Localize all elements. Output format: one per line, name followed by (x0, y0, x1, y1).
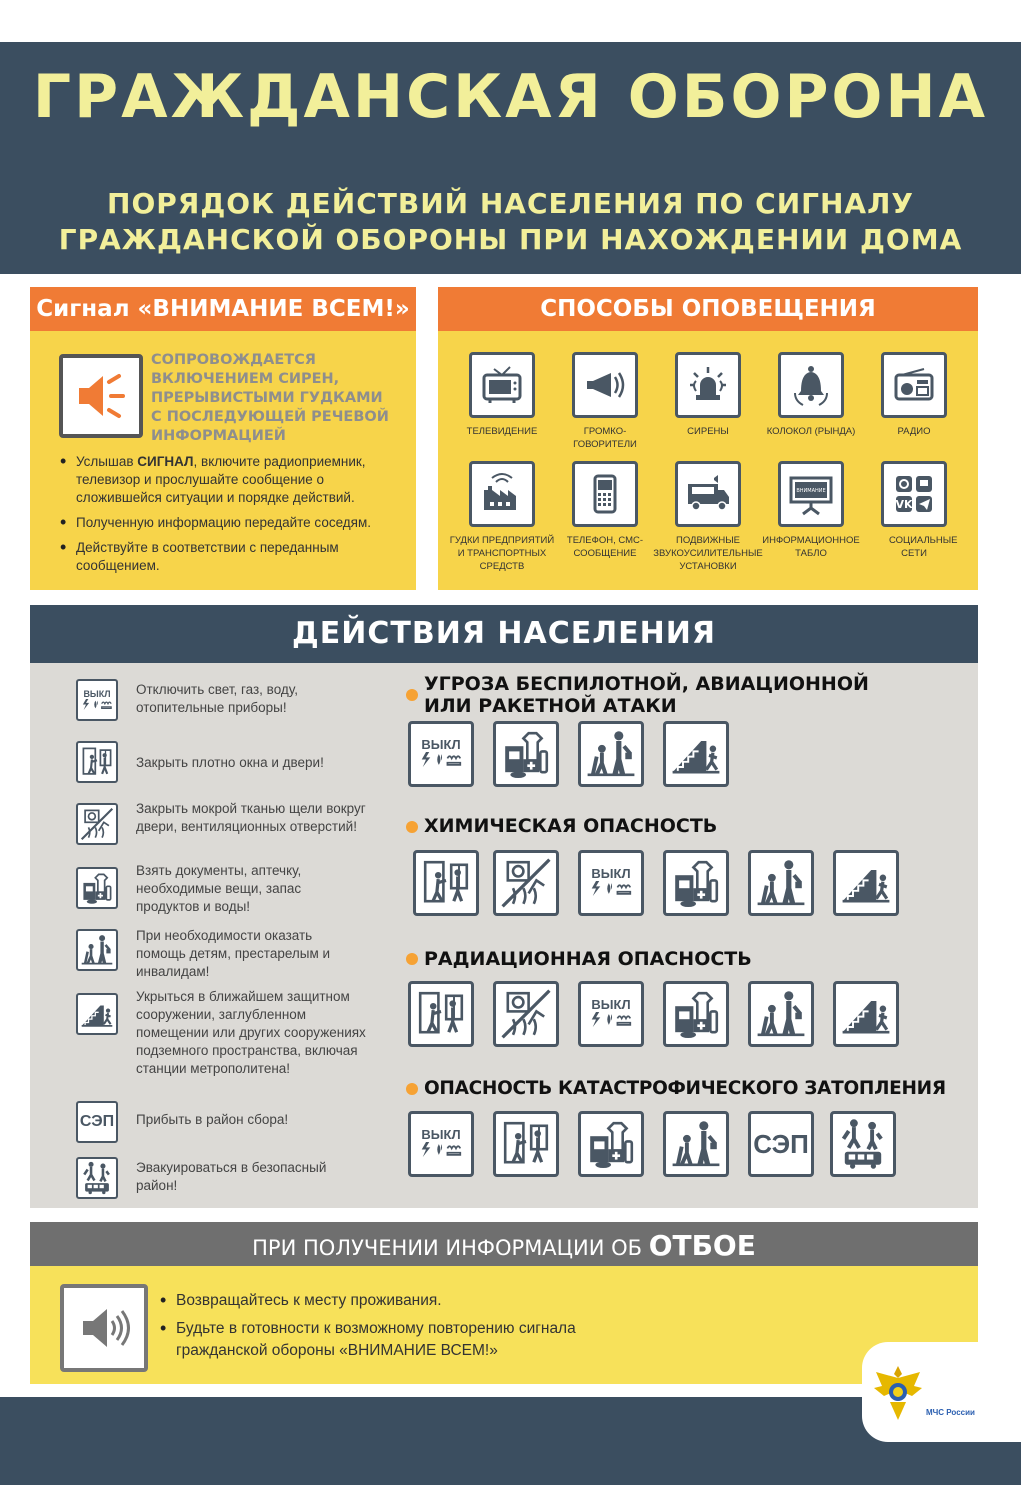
power-off-icon (578, 850, 644, 916)
wet-cloth-icon (76, 803, 118, 845)
bullet-dot (406, 689, 418, 701)
mchs-logo-text: МЧС России (926, 1408, 975, 1417)
close-windows-icon (76, 741, 118, 783)
social-icon (881, 461, 947, 527)
vykl-label: ВЫКЛ (421, 1127, 461, 1142)
power-off-icon (408, 721, 474, 787)
sep-label: СЭП (753, 1128, 809, 1159)
notify-label: ТЕЛЕВИДЕНИЕ (466, 426, 538, 437)
otboi-header (30, 1222, 978, 1266)
signal-card (30, 287, 416, 590)
bell-icon (778, 352, 844, 418)
threat-heading-3: РАДИАЦИОННАЯ ОПАСНОСТЬ (424, 948, 752, 970)
shelter-icon (76, 993, 118, 1035)
factory-icon (469, 461, 535, 527)
help-people-icon (748, 981, 814, 1047)
radio-icon (881, 352, 947, 418)
help-people-icon (748, 850, 814, 916)
sep-icon (76, 1101, 118, 1143)
action-text-5: При необходимости оказать помощь детям, престарелым и инвалидам! (136, 928, 331, 979)
bullet-text: , включите радиоприемник, телевизор и прослушайте сообщение о сложившейся ситуации и порядке действий. (76, 454, 366, 505)
vykl-label: ВЫКЛ (83, 688, 111, 699)
wet-cloth-icon (493, 850, 559, 916)
mchs-emblem-icon (872, 1362, 924, 1422)
notify-label: РАДИО (897, 426, 931, 437)
notify-label: ГУДКИ ПРЕДПРИЯТИЙ И ТРАНСПОРТНЫХ СРЕДСТВ (449, 535, 555, 572)
action-text-3: Закрыть мокрой тканью щели вокруг двери, вентиляционных отверстий! (136, 801, 366, 834)
close-windows-icon (413, 850, 479, 916)
signal-header: Сигнал «ВНИМАНИЕ ВСЕМ!» (30, 287, 416, 331)
notify-label: ИНФОРМАЦИОННОЕ ТАБЛО (762, 535, 860, 559)
help-people-icon (76, 929, 118, 971)
power-off-icon (408, 1111, 474, 1177)
bullet-dot (406, 1083, 418, 1095)
bullet-dot (406, 821, 418, 833)
power-off-icon (578, 981, 644, 1047)
otboi-header-bold: ОТБОЕ (648, 1229, 756, 1262)
notify-label: ГРОМКО-ГОВОРИТЕЛИ (573, 426, 637, 450)
wet-cloth-icon (493, 981, 559, 1047)
signal-bullet-2: • Полученную информацию передайте соседям. (56, 514, 396, 532)
evacuate-icon (76, 1157, 118, 1199)
bullet-bold: СИГНАЛ (137, 454, 194, 469)
evacuate-icon (830, 1111, 896, 1177)
action-text-4: Взять документы, аптечку, необходимые вещи, запас продуктов и воды! (136, 863, 302, 914)
tv-icon (469, 352, 535, 418)
power-off-icon (76, 679, 118, 721)
page-title: ГРАЖДАНСКАЯ ОБОРОНА (32, 62, 989, 132)
subtitle-line-2: ГРАЖДАНСКОЙ ОБОРОНЫ ПРИ НАХОЖДЕНИИ ДОМА (58, 223, 963, 256)
action-text-6: Укрыться в ближайшем защитном сооружении, заглубленном помещении или других сооружениях подземного пространства, включая станции метрополитена! (136, 989, 366, 1076)
documents-kit-icon (76, 867, 118, 909)
help-people-icon (663, 1111, 729, 1177)
signal-description: СОПРОВОЖДАЕТСЯ ВКЛЮЧЕНИЕМ СИРЕН, ПРЕРЫВИСТЫМИ ГУДКАМИ С ПОСЛЕДУЮЩЕЙ РЕЧЕВОЙ ИНФОРМАЦИЕЙ (151, 352, 389, 444)
vykl-label: ВЫКЛ (421, 737, 461, 752)
documents-kit-icon (578, 1111, 644, 1177)
notify-header: СПОСОБЫ ОПОВЕЩЕНИЯ (438, 287, 978, 331)
billboard-text: ВНИМАНИЕ (796, 488, 826, 494)
loudspeaker-icon (572, 352, 638, 418)
threat-heading-2: ХИМИЧЕСКАЯ ОПАСНОСТЬ (424, 815, 718, 837)
signal-bullets (56, 453, 396, 582)
mchs-logo (862, 1342, 1021, 1442)
otboi-header-text: ПРИ ПОЛУЧЕНИИ ИНФОРМАЦИИ ОБ (252, 1236, 649, 1260)
van-icon (675, 461, 741, 527)
sep-icon (748, 1111, 814, 1177)
shelter-icon (663, 721, 729, 787)
threat-heading-4: ОПАСНОСТЬ КАТАСТРОФИЧЕСКОГО ЗАТОПЛЕНИЯ (424, 1078, 946, 1099)
shelter-icon (833, 850, 899, 916)
action-text-8: Эвакуироваться в безопасный район! (136, 1160, 327, 1193)
speaker-icon (60, 1284, 148, 1372)
notify-label: КОЛОКОЛ (РЫНДА) (766, 426, 856, 437)
action-text-2: Закрыть плотно окна и двери! (136, 755, 324, 770)
action-text-1: Отключить свет, газ, воду, отопительные приборы! (136, 682, 298, 715)
actions-panel (30, 663, 978, 1208)
sep-label: СЭП (79, 1113, 115, 1130)
shelter-icon (833, 981, 899, 1047)
notify-label: ТЕЛЕФОН, СМС-СООБЩЕНИЕ (566, 535, 644, 559)
signal-bullet-3: • Действуйте в соответствии с переданным сообщением. (56, 539, 396, 575)
action-text-7: Прибыть в район сбора! (136, 1112, 289, 1127)
documents-kit-icon (663, 850, 729, 916)
documents-kit-icon (493, 721, 559, 787)
bullet-dot (406, 953, 418, 965)
speaker-alarm-icon (59, 354, 143, 438)
vykl-label: ВЫКЛ (591, 866, 631, 881)
page-subtitle (0, 186, 1021, 258)
subtitle-line-1: ПОРЯДОК ДЕЙСТВИЙ НАСЕЛЕНИЯ ПО СИГНАЛУ (107, 187, 914, 220)
otboi-bullet-1: • Возвращайтесь к месту проживания. (156, 1290, 656, 1312)
otboi-panel (30, 1266, 978, 1384)
actions-header: ДЕЙСТВИЯ НАСЕЛЕНИЯ (30, 605, 978, 663)
notify-label: СОЦИАЛЬНЫЕ СЕТИ (889, 535, 958, 559)
notify-label: ПОДВИЖНЫЕ ЗВУКОУСИЛИТЕЛЬНЫЕ УСТАНОВКИ (653, 535, 763, 572)
close-windows-icon (493, 1111, 559, 1177)
svg-text:VK: VK (895, 498, 913, 511)
vykl-label: ВЫКЛ (591, 997, 631, 1012)
notify-card (438, 287, 978, 590)
threat-heading-1: УГРОЗА БЕСПИЛОТНОЙ, АВИАЦИОННОЙ ИЛИ РАКЕТНОЙ АТАКИ (424, 673, 869, 717)
close-windows-icon (408, 981, 474, 1047)
documents-kit-icon (663, 981, 729, 1047)
help-people-icon (578, 721, 644, 787)
notify-label: СИРЕНЫ (687, 426, 729, 437)
bullet-text: Услышав (76, 454, 138, 469)
phone-icon (572, 461, 638, 527)
otboi-bullet-2: • Будьте в готовности к возможному повторению сигнала гражданской обороны «ВНИМАНИЕ ВСЕМ!» (156, 1318, 656, 1362)
otboi-bullets (156, 1290, 656, 1369)
siren-icon (675, 352, 741, 418)
signal-bullet-1 (56, 453, 396, 507)
billboard-icon (778, 461, 844, 527)
